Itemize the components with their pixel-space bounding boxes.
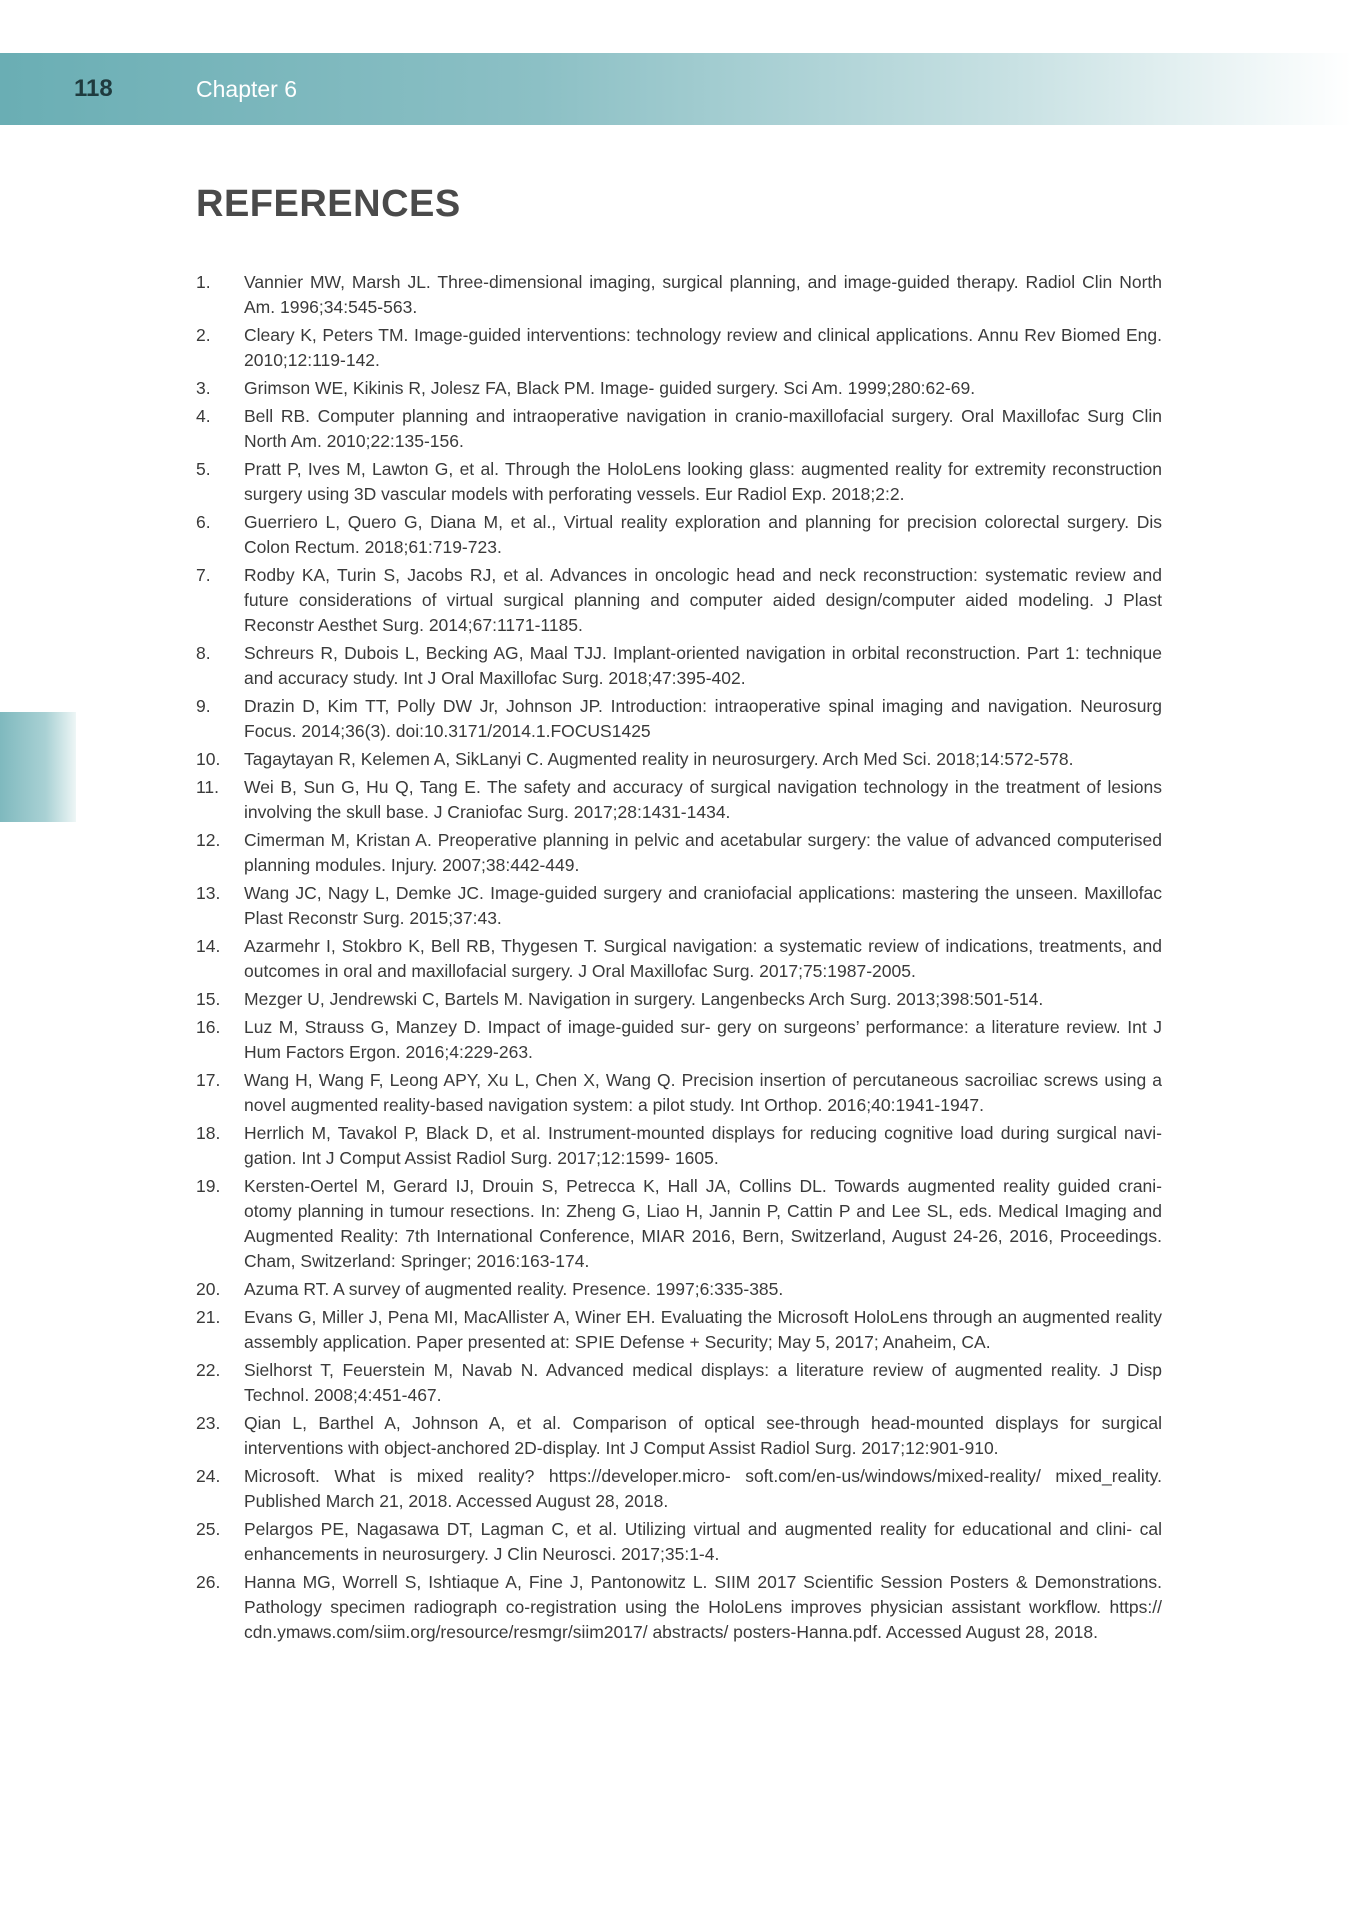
reference-number: 13. <box>196 883 221 903</box>
reference-item <box>196 1570 1162 1645</box>
reference-item <box>196 1068 1162 1118</box>
reference-number: 9. <box>196 696 211 716</box>
reference-text: Azuma RT. A survey of augmented reality. Presence. 1997;6:335-385. <box>244 1279 784 1299</box>
reference-text: Grimson WE, Kikinis R, Jolesz FA, Black PM. Image- guided surgery. Sci Am. 1999;280:62-69. <box>244 378 976 398</box>
reference-number: 4. <box>196 406 211 426</box>
reference-text: Azarmehr I, Stokbro K, Bell RB, Thygesen T. Surgical navigation: a systematic review of indications, treatments, and outcomes in oral and maxillofacial surgery. J Oral Maxillofac Surg. 2017;75:1987-2005. <box>244 936 1162 981</box>
reference-number: 22. <box>196 1360 221 1380</box>
reference-text: Wei B, Sun G, Hu Q, Tang E. The safety and accuracy of surgical navigation technology in the treatment of lesions involving the skull base. J Craniofac Surg. 2017;28:1431-1434. <box>244 777 1162 822</box>
reference-item <box>196 323 1162 373</box>
reference-number: 23. <box>196 1413 221 1433</box>
reference-number: 16. <box>196 1017 221 1037</box>
reference-item <box>196 1174 1162 1274</box>
reference-number: 19. <box>196 1176 221 1196</box>
reference-item <box>196 1517 1162 1567</box>
reference-number: 21. <box>196 1307 221 1327</box>
reference-number: 2. <box>196 325 211 345</box>
reference-number: 15. <box>196 989 221 1009</box>
reference-item <box>196 747 1162 772</box>
reference-text: Wang JC, Nagy L, Demke JC. Image-guided surgery and craniofacial applications: mastering the unseen. Maxillofac Plast Reconstr Surg. 2015;37:43. <box>244 883 1162 928</box>
reference-item <box>196 1121 1162 1171</box>
reference-item <box>196 376 1162 401</box>
reference-text: Herrlich M, Tavakol P, Black D, et al. Instrument-mounted displays for reducing cognitive load during surgical navi- gation. Int J Comput Assist Radiol Surg. 2017;12:1599- 1605. <box>244 1123 1162 1168</box>
chapter-label: Chapter 6 <box>196 76 298 102</box>
reference-number: 18. <box>196 1123 221 1143</box>
reference-number: 14. <box>196 936 221 956</box>
reference-number: 12. <box>196 830 221 850</box>
reference-item <box>196 404 1162 454</box>
reference-item <box>196 1464 1162 1514</box>
section-title: REFERENCES <box>196 183 461 225</box>
reference-text: Pratt P, Ives M, Lawton G, et al. Through the HoloLens looking glass: augmented reality for extremity reconstruction surgery using 3D vascular models with perforating vessels. Eur Radiol Exp. 2018;2:2. <box>244 459 1162 504</box>
reference-number: 7. <box>196 565 211 585</box>
reference-number: 6. <box>196 512 211 532</box>
reference-text: Sielhorst T, Feuerstein M, Navab N. Advanced medical displays: a literature review of augmented reality. J Disp Technol. 2008;4:451-467. <box>244 1360 1162 1405</box>
reference-text: Schreurs R, Dubois L, Becking AG, Maal TJJ. Implant-oriented navigation in orbital reconstruction. Part 1: technique and accuracy study. Int J Oral Maxillofac Surg. 2018;47:395-402. <box>244 643 1162 688</box>
reference-number: 17. <box>196 1070 221 1090</box>
reference-text: Microsoft. What is mixed reality? https://developer.micro- soft.com/en-us/windows/mixed-reality/ mixed_reality. Published March 21, 2018. Accessed August 28, 2018. <box>244 1466 1162 1511</box>
reference-number: 10. <box>196 749 221 769</box>
reference-item <box>196 1358 1162 1408</box>
reference-number: 8. <box>196 643 211 663</box>
reference-item <box>196 457 1162 507</box>
reference-item <box>196 1305 1162 1355</box>
reference-text: Wang H, Wang F, Leong APY, Xu L, Chen X, Wang Q. Precision insertion of percutaneous sacroiliac screws using a novel augmented reality-based navigation system: a pilot study. Int Orthop. 2016;40:1941-1947. <box>244 1070 1162 1115</box>
page-number: 118 <box>74 75 113 102</box>
reference-list <box>196 270 1162 1648</box>
reference-item <box>196 828 1162 878</box>
reference-item <box>196 775 1162 825</box>
reference-text: Mezger U, Jendrewski C, Bartels M. Navigation in surgery. Langenbecks Arch Surg. 2013;398:501-514. <box>244 989 1044 1009</box>
reference-number: 3. <box>196 378 211 398</box>
reference-item <box>196 641 1162 691</box>
reference-item <box>196 987 1162 1012</box>
reference-item <box>196 934 1162 984</box>
reference-item <box>196 563 1162 638</box>
reference-text: Rodby KA, Turin S, Jacobs RJ, et al. Advances in oncologic head and neck reconstruction: systematic review and future considerations of virtual surgical planning and computer aided design/computer aided modeling. J Plast Reconstr Aesthet Surg. 2014;67:1171-1185. <box>244 565 1162 635</box>
reference-number: 24. <box>196 1466 221 1486</box>
chapter-side-tab <box>0 712 76 822</box>
reference-item <box>196 1015 1162 1065</box>
reference-text: Hanna MG, Worrell S, Ishtiaque A, Fine J, Pantonowitz L. SIIM 2017 Scientific Session Posters & Demonstrations. Pathology specimen radiograph co-registration using the HoloLens improves physician assistant workflow. https:// cdn.ymaws.com/siim.org/resource/resmgr/siim2017/ abstracts/ posters-Hanna.pdf. Accessed August 28, 2018. <box>244 1572 1162 1642</box>
reference-number: 20. <box>196 1279 221 1299</box>
reference-text: Evans G, Miller J, Pena MI, MacAllister A, Winer EH. Evaluating the Microsoft HoloLens through an augmented reality assembly application. Paper presented at: SPIE Defense + Security; May 5, 2017; Anaheim, CA. <box>244 1307 1162 1352</box>
reference-number: 11. <box>196 777 220 797</box>
reference-text: Luz M, Strauss G, Manzey D. Impact of image-guided sur- gery on surgeons’ performance: a literature review. Int J Hum Factors Ergon. 2016;4:229-263. <box>244 1017 1162 1062</box>
reference-text: Bell RB. Computer planning and intraoperative navigation in cranio-maxillofacial surgery. Oral Maxillofac Surg Clin North Am. 2010;22:135-156. <box>244 406 1162 451</box>
reference-number: 26. <box>196 1572 221 1592</box>
reference-text: Guerriero L, Quero G, Diana M, et al., Virtual reality exploration and planning for precision colorectal surgery. Dis Colon Rectum. 2018;61:719-723. <box>244 512 1162 557</box>
reference-text: Pelargos PE, Nagasawa DT, Lagman C, et al. Utilizing virtual and augmented reality for educational and clini- cal enhancements in neurosurgery. J Clin Neurosci. 2017;35:1-4. <box>244 1519 1162 1564</box>
reference-text: Tagaytayan R, Kelemen A, SikLanyi C. Augmented reality in neurosurgery. Arch Med Sci. 2018;14:572-578. <box>244 749 1074 769</box>
reference-text: Kersten-Oertel M, Gerard IJ, Drouin S, Petrecca K, Hall JA, Collins DL. Towards augmented reality guided crani- otomy planning in tumour resections. In: Zheng G, Liao H, Jannin P, Cattin P and Lee SL, eds. Medical Imaging and Augmented Reality: 7th International Conference, MIAR 2016, Bern, Switzerland, August 24-26, 2016, Proceedings. Cham, Switzerland: Springer; 2016:163-174. <box>244 1176 1162 1271</box>
reference-number: 5. <box>196 459 211 479</box>
reference-number: 25. <box>196 1519 221 1539</box>
reference-item <box>196 270 1162 320</box>
reference-text: Vannier MW, Marsh JL. Three-dimensional imaging, surgical planning, and image-guided therapy. Radiol Clin North Am. 1996;34:545-563. <box>244 272 1162 317</box>
reference-item <box>196 510 1162 560</box>
reference-item <box>196 1411 1162 1461</box>
reference-number: 1. <box>196 272 211 292</box>
reference-text: Cleary K, Peters TM. Image-guided interventions: technology review and clinical applications. Annu Rev Biomed Eng. 2010;12:119-142. <box>244 325 1162 370</box>
reference-item <box>196 881 1162 931</box>
reference-item <box>196 1277 1162 1302</box>
reference-item <box>196 694 1162 744</box>
reference-text: Cimerman M, Kristan A. Preoperative planning in pelvic and acetabular surgery: the value of advanced computerised planning modules. Injury. 2007;38:442-449. <box>244 830 1162 875</box>
reference-text: Qian L, Barthel A, Johnson A, et al. Comparison of optical see-through head-mounted displays for surgical interventions with object-anchored 2D-display. Int J Comput Assist Radiol Surg. 2017;12:901-910. <box>244 1413 1162 1458</box>
reference-text: Drazin D, Kim TT, Polly DW Jr, Johnson JP. Introduction: intraoperative spinal imaging and navigation. Neurosurg Focus. 2014;36(3). doi:10.3171/2014.1.FOCUS1425 <box>244 696 1162 741</box>
